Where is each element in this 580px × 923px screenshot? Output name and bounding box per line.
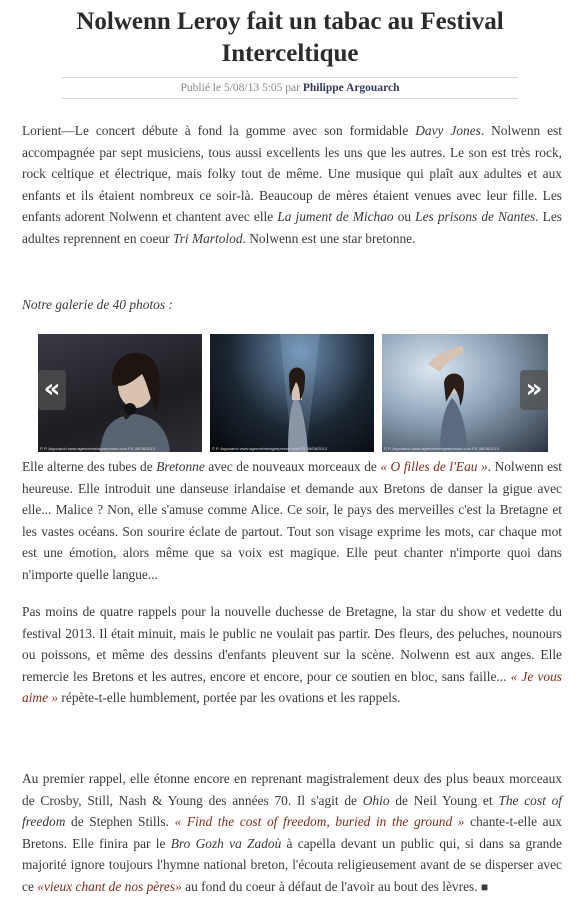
quote: « O filles de l'Eau » — [380, 459, 488, 474]
photo-credit: © P. Argouarch www.agencebretagnepresse.com FIL 08/08/2013 — [40, 446, 155, 451]
gallery-caption: Notre galerie de 40 photos : — [22, 297, 173, 312]
song-title: Ohio — [362, 792, 390, 808]
paragraph-final: Au premier rappel, elle étonne encore en reprenant magistralement deux des plus beaux morceaux de Crosby, Still, Nash & Young des années 70. Il s'agit de Ohio de Neil Young et The cost of freedom de Stephen Stills. « Find the cost of freedom, buried in the ground » chante-t-elle aux Bretons. Elle finira par le Bro Gozh va Zadoù à capella devant un public qui, si dans sa grande majorité ignore toujours l'hymne national breton, l'écouta religieusement avant de se disperser avec ce «vieux chant de nos pères» au fond du coeur à défaut de l'avoir au bout des lèvres. ■ — [22, 771, 562, 894]
author-link[interactable]: Philippe Argouarch — [302, 82, 400, 94]
paragraph-tubes: Elle alterne des tubes de Bretonne avec de nouveaux morceaux de « O filles de l'Eau ». Nolwenn est heureuse. Elle introduit une danseuse irlandaise et demande aux Bretons de danser la gigue avec elle... Malice ? Non, elle s'amuse comme Alice. Ce soir, le pays des merveilles c'est la Bretagne et les vastes océans. Son sourire éclate de partout. Tout son visage exprime les mots, car chaque mot est une émotion, alors même que sa voix est magique. Elle peut chanter n'importe quoi dans n'importe quelle langue... — [22, 459, 562, 582]
photo-gallery — [38, 334, 548, 452]
singer-stage-image — [210, 334, 374, 452]
song-title: Davy Jones — [415, 123, 481, 138]
album-title: Bretonne — [156, 459, 205, 474]
publish-date: Publié le 5/08/13 5:05 par — [180, 82, 303, 94]
chevron-left-icon: « — [43, 374, 61, 404]
photo-credit: © P. Argouarch www.agencebretagnepresse.com FIL 08/08/2013 — [212, 446, 327, 451]
song-title: The cost of freedom — [22, 792, 562, 829]
end-mark: ■ — [480, 879, 489, 894]
song-title: Les prisons de Nantes — [415, 209, 536, 224]
page-title: Nolwenn Leroy fait un tabac au Festival Interceltique — [76, 8, 504, 67]
song-title: La jument de Michao — [277, 209, 394, 224]
chevron-right-icon: » — [525, 374, 543, 404]
paragraph-rappels: Pas moins de quatre rappels pour la nouvelle duchesse de Bretagne, la star du show et vedette du festival 2013. Il était minuit, mais le public ne voulait pas partir. Des fleurs, des peluches, nounours ou poissons, et même des dessins d'enfants pleuvent sur la scène. Nolwenn est aux anges. Elle remercie les Bretons et les autres, encore et encore, pour ce soutien en bloc, sans faille... « Je vous aime » répète-t-elle humblement, portée par les ovations et les rappels. — [22, 604, 562, 705]
quote: «vieux chant de nos pères» — [37, 878, 182, 894]
quote: « Find the cost of freedom, buried in the ground » — [174, 814, 465, 829]
song-title: Bro Gozh va Zadoù — [170, 835, 282, 851]
gallery-photo-2[interactable] — [210, 334, 374, 452]
paragraph-intro: Lorient—Le concert débute à fond la gomme avec son formidable Davy Jones. Nolwenn est accompagnée par sept musiciens, tous aussi excellents les uns que les autres. Le son est très rock, rock celtique et électrique, mais folky tout de même. Une musique qui plaît aux adultes et aux enfants et ils étaient nombreux ce soir-là. Beaucoup de mères étaient venues avec leur fille. Les enfants adorent Nolwenn et chantent avec elle La jument de Michao ou Les prisons de Nantes. Les adultes reprennent en coeur Tri Martolod. Nolwenn est une star bretonne. — [22, 123, 563, 246]
gallery-next-button[interactable] — [520, 370, 548, 410]
song-title: Tri Martolod — [172, 230, 243, 246]
photo-credit: © P. Argouarch www.agencebretagnepresse.com FIL 08/08/2013 — [384, 446, 499, 451]
gallery-prev-button[interactable] — [38, 370, 66, 410]
quote: « Je vous aime » — [22, 668, 562, 705]
article-meta — [62, 77, 518, 99]
